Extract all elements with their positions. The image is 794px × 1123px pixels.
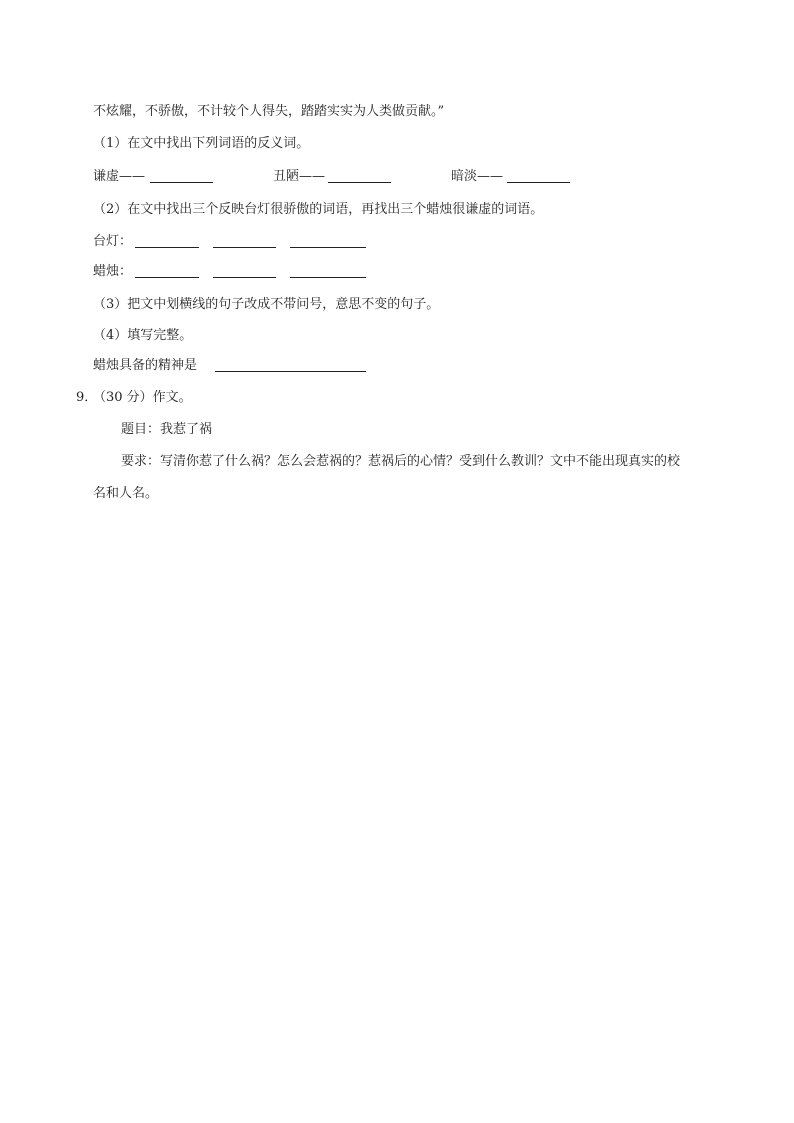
q4-prompt: （4）填写完整。 [93, 328, 193, 343]
q1-item-humble: 谦虚—— [93, 169, 146, 184]
q2-lamp-blank-2[interactable] [213, 233, 276, 248]
q1-item-dim: 暗淡—— [451, 169, 504, 184]
q9-topic: 题目：我惹了祸 [121, 422, 213, 437]
q2-lamp-blank-1[interactable] [135, 233, 199, 248]
q2-candle-label: 蜡烛： [93, 264, 133, 279]
passage-end-text: 不炫耀，不骄傲，不计较个人得失，踏踏实实为人类做贡献。” [93, 104, 445, 119]
q9-number: 9． [76, 390, 98, 405]
q1-blank-dim[interactable] [507, 168, 570, 183]
q2-lamp-label: 台灯： [93, 234, 133, 249]
q2-prompt: （2）在文中找出三个反映台灯很骄傲的词语，再找出三个蜡烛很谦虚的词语。 [93, 202, 544, 217]
q4-fill-blank[interactable] [215, 357, 366, 372]
q9-requirement-line1: 要求：写清你惹了什么祸？怎么会惹祸的？惹祸后的心情？受到什么教训？文中不能出现真实的校 [121, 454, 681, 469]
q2-lamp-blank-3[interactable] [290, 233, 366, 248]
q1-prompt: （1）在文中找出下列词语的反义词。 [93, 136, 310, 151]
q9-requirement-line2: 名和人名。 [93, 486, 159, 501]
q2-candle-blank-2[interactable] [213, 263, 276, 278]
q4-fill-label: 蜡烛具备的精神是 [93, 358, 198, 373]
q1-blank-humble[interactable] [150, 168, 213, 183]
q1-blank-ugly[interactable] [328, 168, 391, 183]
q2-candle-blank-3[interactable] [290, 263, 366, 278]
q9-title: （30 分）作文。 [93, 390, 192, 405]
q2-candle-blank-1[interactable] [135, 263, 199, 278]
q1-item-ugly: 丑陋—— [273, 169, 326, 184]
q3-prompt: （3）把文中划横线的句子改成不带问号，意思不变的句子。 [93, 297, 440, 312]
